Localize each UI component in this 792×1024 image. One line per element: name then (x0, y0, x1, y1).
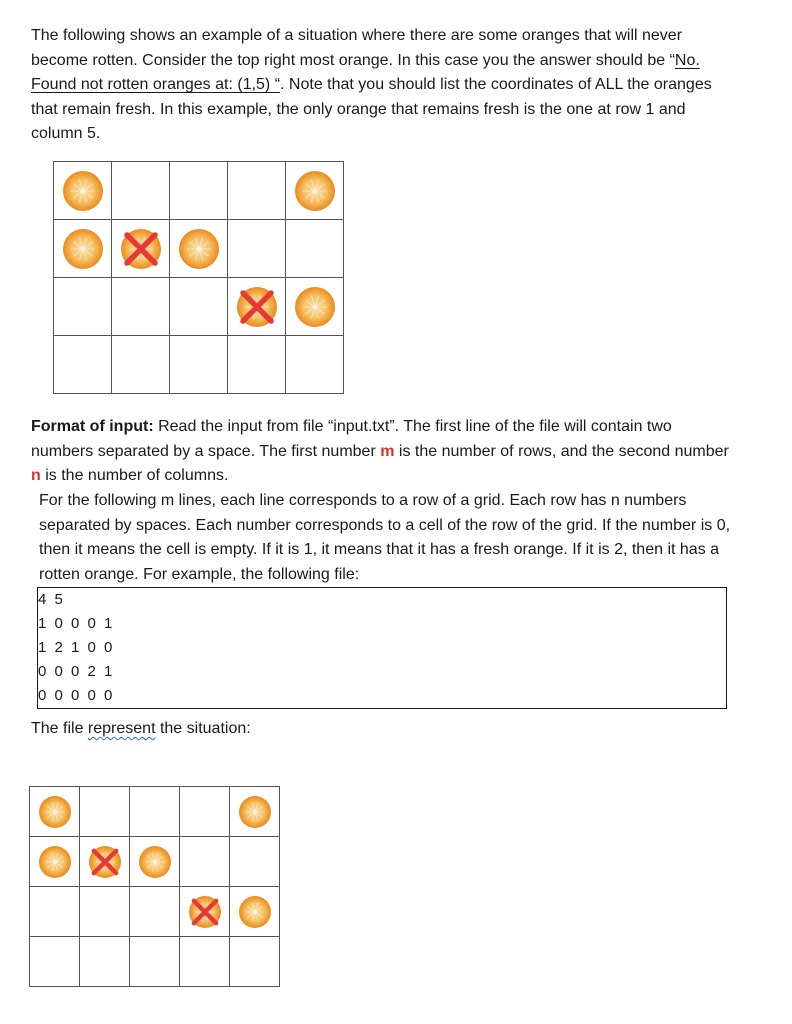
answer-example: No. Found not rotten oranges at: (1,5) “ (31, 51, 700, 93)
input-file-line: 0 0 0 0 0 (38, 687, 115, 704)
empty-cell (112, 336, 170, 394)
format-text-2: is the number of rows, and the second number (394, 442, 729, 460)
rotten-x-icon (121, 229, 161, 269)
grid-cell (130, 837, 180, 887)
empty-cell (112, 278, 170, 336)
grid-cell (230, 787, 280, 837)
format-label: Format of input: (31, 418, 154, 435)
empty-cell (30, 887, 80, 937)
rotten-x-icon (237, 287, 277, 327)
empty-cell (170, 278, 228, 336)
format-text-1: Read the input from file “input.txt”. The first line of the file will contain two numbers separated by a space. The first number (31, 418, 672, 460)
grid-row (30, 937, 280, 987)
empty-cell (30, 937, 80, 987)
grid-cell (30, 837, 80, 887)
grid-cell (112, 220, 170, 278)
input-file-line: 1 0 0 0 1 (38, 615, 115, 632)
grid-cell (180, 887, 230, 937)
empty-cell (180, 837, 230, 887)
empty-cell (80, 887, 130, 937)
grid-cell (230, 887, 280, 937)
grid-cell (54, 162, 112, 220)
fresh-orange-icon (239, 796, 271, 828)
grid-cell (54, 220, 112, 278)
grid-row (30, 787, 280, 837)
grid-cell (170, 220, 228, 278)
rotten-x-icon (189, 896, 221, 928)
fresh-orange-icon (39, 846, 71, 878)
input-file-line: 4 5 (38, 591, 65, 608)
var-m: m (380, 442, 395, 460)
empty-cell (80, 787, 130, 837)
empty-cell (180, 787, 230, 837)
rotten-orange-icon (89, 846, 121, 878)
empty-cell (180, 937, 230, 987)
file-caption (31, 717, 251, 742)
grid-row (30, 837, 280, 887)
details-paragraph: For the following m lines, each line corresponds to a row of a grid. Each row has n numbers separated by spaces. Each number corresponds to a cell of the row of the grid. If the number is 0, then it means the cell is empty. If it is 1, it means that it has a fresh orange. If it is 2, then it has a rotten orange. For example, the following file: (39, 492, 731, 583)
intro-text-2: . Note that you should list the coordinates of ALL the oranges that remain fresh. In this example, the only orange that remains fresh is the one at row 1 and column 5. (31, 76, 712, 142)
grid-row (30, 887, 280, 937)
empty-cell (228, 220, 286, 278)
empty-cell (54, 278, 112, 336)
intro-text-1: The following shows an example of a situation where there are some oranges that will never become rotten. Consider the top right most orange. In this case you the answer should be “ (31, 27, 683, 69)
empty-cell (130, 887, 180, 937)
fresh-orange-icon (179, 229, 219, 269)
fresh-orange-icon (139, 846, 171, 878)
empty-cell (130, 937, 180, 987)
grid-row (54, 162, 344, 220)
empty-cell (286, 220, 344, 278)
grid-cell (228, 278, 286, 336)
empty-cell (54, 336, 112, 394)
empty-cell (230, 837, 280, 887)
var-n: n (31, 467, 41, 484)
input-file-box (37, 587, 727, 709)
empty-cell (112, 162, 170, 220)
spellcheck-word: represent (87, 720, 156, 737)
grid-row (54, 220, 344, 278)
input-file-line: 1 2 1 0 0 (38, 639, 115, 656)
grid-cell (30, 787, 80, 837)
fresh-orange-icon (63, 171, 103, 211)
empty-cell (170, 162, 228, 220)
grid-cell (286, 278, 344, 336)
fresh-orange-icon (295, 171, 335, 211)
example-grid-bottom (29, 786, 280, 987)
format-paragraph (31, 415, 731, 489)
fresh-orange-icon (63, 229, 103, 269)
grid-row (54, 336, 344, 394)
caption-text-1: The file (31, 720, 88, 737)
empty-cell (286, 336, 344, 394)
empty-cell (228, 336, 286, 394)
empty-cell (230, 937, 280, 987)
rotten-orange-icon (237, 287, 277, 327)
caption-text-2: the situation: (155, 720, 251, 737)
grid-cell (80, 837, 130, 887)
rotten-orange-icon (121, 229, 161, 269)
fresh-orange-icon (295, 287, 335, 327)
empty-cell (130, 787, 180, 837)
example-grid-top (53, 161, 344, 394)
grid-cell (286, 162, 344, 220)
rotten-orange-icon (189, 896, 221, 928)
intro-paragraph (31, 24, 731, 147)
input-file-line: 0 0 0 2 1 (38, 663, 115, 680)
fresh-orange-icon (239, 896, 271, 928)
empty-cell (80, 937, 130, 987)
grid-row (54, 278, 344, 336)
fresh-orange-icon (39, 796, 71, 828)
empty-cell (170, 336, 228, 394)
rotten-x-icon (89, 846, 121, 878)
format-text-3: is the number of columns. (40, 467, 229, 484)
empty-cell (228, 162, 286, 220)
